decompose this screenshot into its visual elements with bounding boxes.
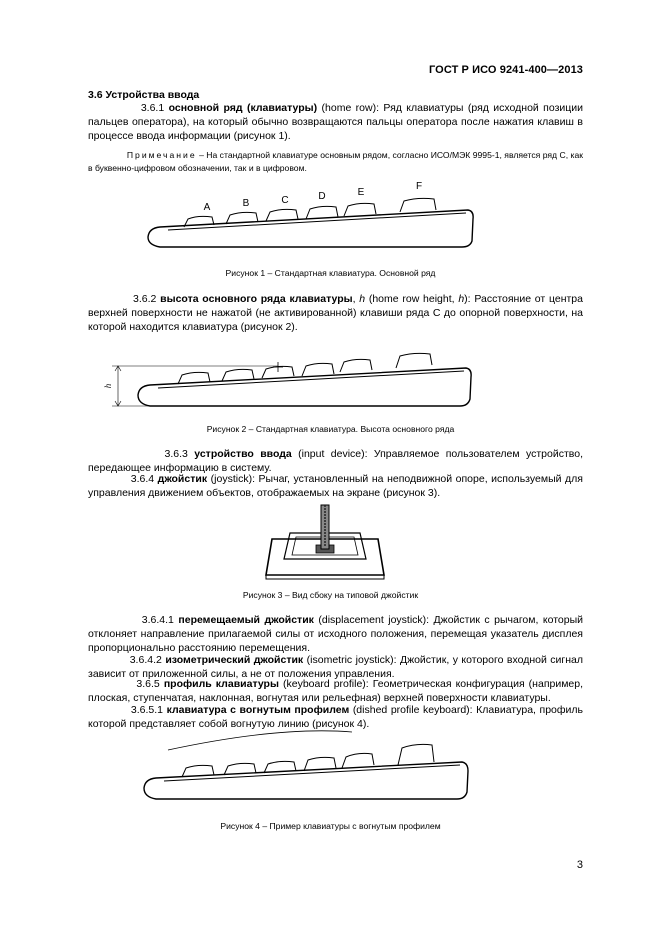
page-number: 3 bbox=[576, 859, 583, 871]
figure-4-dished-keyboard bbox=[0, 730, 661, 810]
document-header: ГОСТ Р ИСО 9241-400—2013 bbox=[428, 64, 583, 76]
key-label-a: A bbox=[203, 202, 211, 213]
term: высота основного ряда клавиатуры bbox=[160, 293, 353, 305]
english-term: (home row height, bbox=[365, 293, 459, 305]
figure-3-caption: Рисунок 3 – Вид сбоку на типовой джойстик bbox=[242, 590, 419, 600]
term: джойстик bbox=[157, 473, 208, 485]
figure-2-keyboard-height bbox=[0, 340, 661, 420]
term: перемещаемый джойстик bbox=[178, 614, 314, 626]
section-title: 3.6 Устройства ввода bbox=[88, 89, 200, 101]
figure-1-keyboard bbox=[0, 175, 661, 275]
term: клавиатура с вогнутым профилем bbox=[166, 704, 350, 716]
figure-3-joystick bbox=[0, 503, 661, 583]
definition: (joystick): Рычаг, установленный на неподвижной опоре, используемый для управления движением объектов, отображаемых на экране (рисунок 3). bbox=[88, 473, 583, 499]
note-1 bbox=[88, 149, 583, 174]
variable: h bbox=[458, 293, 465, 305]
figure-2-caption: Рисунок 2 – Стандартная клавиатура. Высота основного ряда bbox=[206, 424, 455, 434]
paragraph-3-6-1 bbox=[88, 101, 583, 143]
definition: (isometric joystick): Джойстик, у которого входной сигнал зависит от приложенной силы, а не от положения управления. bbox=[88, 654, 584, 680]
paragraph-3-6-2 bbox=[88, 292, 583, 334]
key-label-e: E bbox=[357, 187, 365, 198]
paragraph-3-6-4 bbox=[88, 472, 583, 500]
term: изометрический джойстик bbox=[165, 654, 304, 666]
definition: (home row): Ряд клавиатуры (ряд исходной позиции пальцев оператора), на который обычно возвращаются пальцы оператора после нажатия клавиш в процессе ввода информации (рисунок 1). bbox=[88, 102, 584, 142]
definition: (dished profile keyboard): Клавиатура, профиль которой представляет собой вогнутую линию (рисунок 4). bbox=[88, 704, 583, 730]
key-label-d: D bbox=[318, 191, 326, 202]
height-label: h bbox=[103, 383, 113, 389]
key-label-f: F bbox=[415, 181, 423, 192]
clause-number: 3.6.4.2 bbox=[129, 654, 162, 666]
paragraph-3-6-4-1 bbox=[88, 613, 583, 655]
clause-number: 3.6.1 bbox=[140, 102, 165, 114]
note-label: Примечание bbox=[126, 150, 197, 160]
clause-number: 3.6.4.1 bbox=[141, 614, 174, 626]
key-label-b: B bbox=[242, 198, 250, 209]
clause-number: 3.6.3 bbox=[164, 448, 188, 460]
figure-4-caption: Рисунок 4 – Пример клавиатуры с вогнутым профилем bbox=[220, 821, 441, 831]
figure-1-caption: Рисунок 1 – Стандартная клавиатура. Основной ряд bbox=[225, 268, 436, 278]
clause-number: 3.6.2 bbox=[133, 293, 157, 305]
definition: (keyboard profile): Геометрическая конфигурация (например, плоская, ступенчатая, наклонная, вогнутая или рельефная) верхней поверхности клавиатуры. bbox=[88, 678, 584, 704]
clause-number: 3.6.5.1 bbox=[130, 704, 163, 716]
punct: , bbox=[352, 293, 360, 305]
term: основной ряд (клавиатуры) bbox=[168, 102, 318, 114]
clause-number: 3.6.4 bbox=[130, 473, 155, 485]
note-text: – На стандартной клавиатуре основным рядом, согласно ИСО/МЭК 9995-1, является ряд C, как в буквенно-цифровом обозначении, так и в цифровом. bbox=[88, 150, 584, 173]
definition: ): Расстояние от центра верхней поверхности не нажатой (не активированной) клавиши ряда C до опорной поверхности, на которой находится клавиатура (рисунок 2). bbox=[88, 293, 583, 333]
paragraph-3-6-3 bbox=[88, 447, 583, 475]
clause-number: 3.6.5 bbox=[136, 678, 160, 690]
definition: (input device): Управляемое пользователем устройство, передающее информацию в систему. bbox=[88, 448, 584, 474]
key-label-c: C bbox=[281, 195, 289, 206]
definition: (displacement joystick): Джойстик с рычагом, который отклоняет направление прилагаемой силы от исходного положения, перемещая указатель дисплея пропорционально расстоянию перемещения. bbox=[88, 614, 583, 654]
term: устройство ввода bbox=[194, 448, 292, 460]
paragraph-3-6-5 bbox=[88, 677, 583, 705]
paragraph-3-6-5-1 bbox=[88, 703, 583, 731]
variable: h bbox=[359, 293, 366, 305]
term: профиль клавиатуры bbox=[163, 678, 279, 690]
